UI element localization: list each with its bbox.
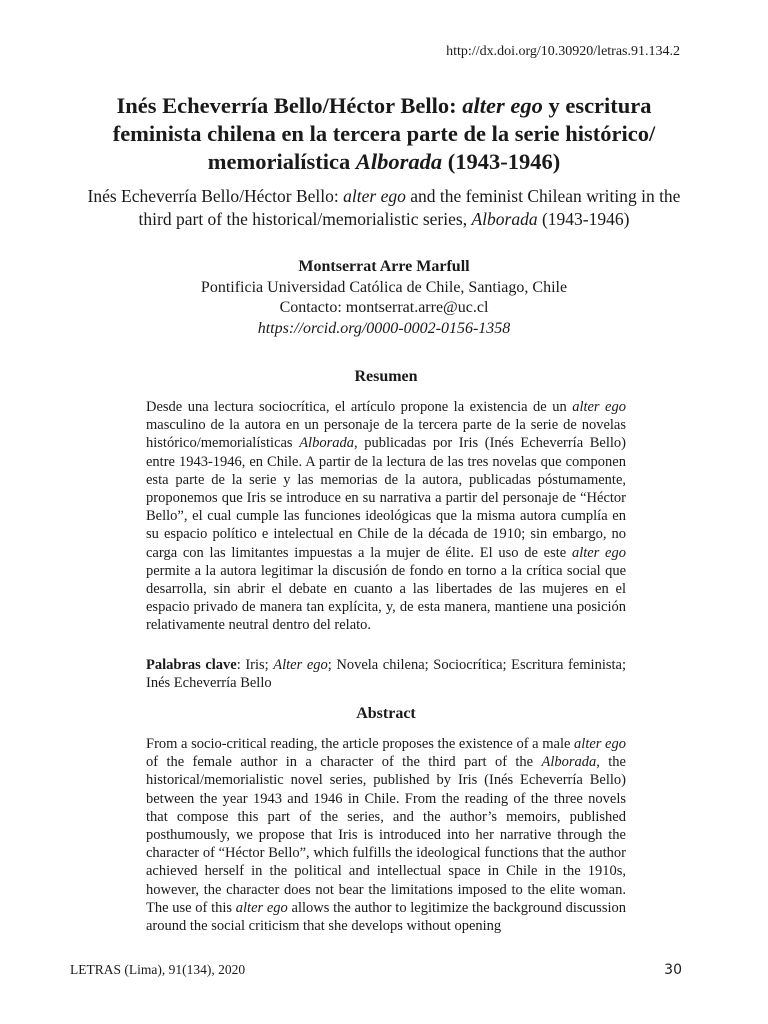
resumen-body [146,398,626,635]
doi-link[interactable]: http://dx.doi.org/10.30920/letras.91.134.2 [446,44,680,59]
resumen-italic-3: alter ego [571,544,626,561]
title-text-3: (1943-1946) [442,149,561,174]
author-block [70,257,698,339]
resumen-text-1: Desde una lectura sociocrítica, el artículo propone la existencia de un [146,399,573,415]
keywords-text-1: : Iris; [236,657,274,673]
resumen-text-4: permite a la autora legitimar la discusión de fondo en torno a la crítica social que desarrolla, sin abrir el debate en cuanto a las libertades de las mujeres en el espacio privado de manera tan explícita, y, de esta manera, mantiene una posición relativamente neutral dentro del relato. [146,562,626,634]
abstract-text-1: From a socio-critical reading, the article proposes the existence of a male [146,736,575,752]
subtitle-text-2: and the feminist Chilean writing in the third part of the historical/memorialistic series, [138,186,681,229]
resumen-italic-2: Alborada [299,435,354,452]
abstract-text-4: allows the author to legitimize the background discussion around the social criticism that she develops without opening [146,899,626,935]
subtitle-text-1: Inés Echeverría Bello/Héctor Bello: [87,186,344,206]
subtitle-italic-2: Alborada [471,209,538,229]
author-contact[interactable]: Contacto: montserrat.arre@uc.cl [279,299,489,316]
english-title [70,185,698,231]
subtitle-text-3: (1943-1946) [537,209,630,229]
abstract-text-3: , the historical/memorialistic novel series, published by Iris (Inés Echeverría Bello) between the year 1943 and 1946 in Chile. From the reading of the three novels that compose this part of the series, and the author’s memoirs, published posthumously, we propose that Iris is introduced into her narrative through the character of “Héctor Bello”, which fulfills the ideological functions that the author achieved herself in the political and intellectual space in Chile in the 1910s, however, the character does not bear the limitations imposed to the elite woman. The use of this [146,754,626,916]
title-text-1: Inés Echeverría Bello/Héctor Bello: [116,93,463,118]
keywords-italic-1: Alter ego [273,657,328,673]
abstract-italic-3: alter ego [235,899,288,916]
abstract-italic-1: alter ego [574,736,626,752]
keywords-text-2: ; Novela chilena; Sociocrítica; Escritura feminista; Inés Echeverría Bello [146,657,626,692]
author-orcid-link[interactable]: https://orcid.org/0000-0002-0156-1358 [257,319,511,337]
keywords [146,656,626,692]
resumen-heading: Resumen [354,368,418,385]
keywords-label: Palabras clave [146,657,237,673]
journal-citation: LETRAS (Lima), 91(134), 2020 [70,962,246,977]
title-italic-2: Alborada [355,149,443,174]
subtitle-italic-1: alter ego [343,186,406,206]
article-title [70,92,698,176]
page-number: 30 [664,962,682,978]
abstract-italic-2: Alborada [541,754,597,771]
resumen-text-3: , publicadas por Iris (Inés Echeverría Bello) entre 1943-1946, en Chile. A partir de la lectura de las tres novelas que componen esta parte de la serie y las memorias de la autora, publicadas póstumamente, proponemos que Iris se introduce en su narrativa a partir del personaje de “Héctor Bello”, el cual cumple las funciones ideológicas que la misma autora cumplía en su espacio político e intelectual en Chile de la década de 1910; sin embargo, no carga con las limitantes impuestas a la mujer de élite. El uso de este [146,435,626,561]
resumen-text-2: masculino de la autora en un personaje de la tercera parte de la serie de novelas histórico/memorialísticas [146,417,626,452]
author-name: Montserrat Arre Marfull [298,258,470,275]
abstract-body [146,735,626,935]
abstract-text-2: of the female author in a character of the third part of the [146,754,542,771]
title-italic-1: alter ego [462,93,543,118]
resumen-italic-1: alter ego [572,399,626,415]
abstract-heading: Abstract [356,705,416,722]
author-affiliation: Pontificia Universidad Católica de Chile, Santiago, Chile [200,278,568,296]
title-text-2: y escritura feminista chilena en la tercera parte de la serie histórico/ memorialística [112,93,656,174]
